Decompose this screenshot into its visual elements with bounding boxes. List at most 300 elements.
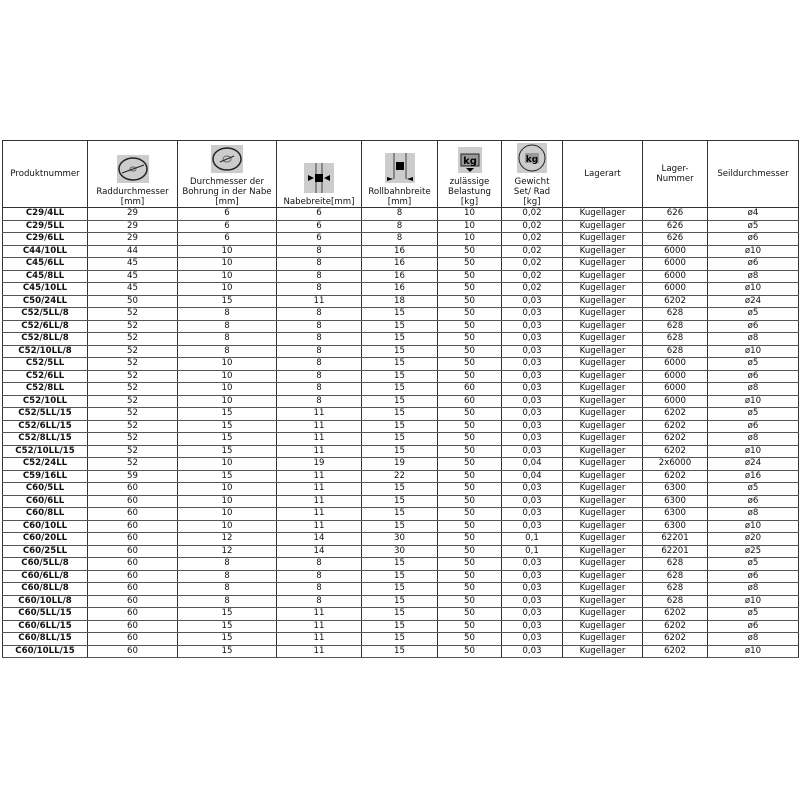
cell-produktnummer: C60/25LL [3, 545, 88, 558]
cell-lagernummer: 6000 [643, 383, 708, 396]
cell-lagernummer: 6202 [643, 470, 708, 483]
cell-gewicht: 0,03 [502, 570, 563, 583]
cell-lagerart: Kugellager [563, 583, 643, 596]
cell-lagernummer: 628 [643, 320, 708, 333]
cell-rollbahnbreite: 15 [362, 345, 438, 358]
cell-bohrung: 15 [178, 633, 277, 646]
cell-lagernummer: 6000 [643, 395, 708, 408]
cell-nabebreite: 8 [277, 333, 362, 346]
cell-rollbahnbreite: 15 [362, 633, 438, 646]
cell-bohrung: 10 [178, 383, 277, 396]
table-row [3, 270, 799, 283]
cell-seildurchmesser: ø10 [708, 645, 799, 658]
header-label: Rollbahnbreite [368, 187, 431, 197]
cell-bohrung: 8 [178, 320, 277, 333]
cell-lagerart: Kugellager [563, 395, 643, 408]
cell-lagerart: Kugellager [563, 283, 643, 296]
cell-gewicht: 0,03 [502, 633, 563, 646]
table-row [3, 533, 799, 546]
cell-raddurchmesser: 52 [88, 320, 178, 333]
cell-gewicht: 0,02 [502, 258, 563, 271]
kg-label: kg [525, 155, 539, 165]
table-row [3, 470, 799, 483]
cell-bohrung: 15 [178, 433, 277, 446]
table-row [3, 495, 799, 508]
cell-bohrung: 6 [178, 208, 277, 221]
cell-rollbahnbreite: 15 [362, 420, 438, 433]
cell-raddurchmesser: 44 [88, 245, 178, 258]
table-row [3, 608, 799, 621]
table-row [3, 333, 799, 346]
header-label: Gewicht [514, 177, 550, 187]
cell-seildurchmesser: ø5 [708, 358, 799, 371]
cell-lagernummer: 62201 [643, 545, 708, 558]
cell-nabebreite: 11 [277, 408, 362, 421]
cell-seildurchmesser: ø6 [708, 258, 799, 271]
cell-produktnummer: C60/8LL [3, 508, 88, 521]
cell-belastung: 10 [438, 220, 502, 233]
cell-lagernummer: 6202 [643, 295, 708, 308]
cell-seildurchmesser: ø6 [708, 320, 799, 333]
cell-seildurchmesser: ø5 [708, 558, 799, 571]
cell-seildurchmesser: ø8 [708, 270, 799, 283]
cell-belastung: 50 [438, 558, 502, 571]
cell-rollbahnbreite: 8 [362, 208, 438, 221]
cell-bohrung: 10 [178, 508, 277, 521]
cell-nabebreite: 14 [277, 545, 362, 558]
cell-seildurchmesser: ø16 [708, 470, 799, 483]
cell-belastung: 50 [438, 295, 502, 308]
cell-rollbahnbreite: 15 [362, 608, 438, 621]
cell-rollbahnbreite: 15 [362, 408, 438, 421]
cell-gewicht: 0,03 [502, 495, 563, 508]
cell-seildurchmesser: ø8 [708, 633, 799, 646]
cell-raddurchmesser: 60 [88, 558, 178, 571]
cell-belastung: 50 [438, 345, 502, 358]
cell-lagerart: Kugellager [563, 620, 643, 633]
cell-raddurchmesser: 60 [88, 570, 178, 583]
cell-belastung: 50 [438, 533, 502, 546]
cell-nabebreite: 11 [277, 445, 362, 458]
table-row [3, 595, 799, 608]
cell-bohrung: 10 [178, 520, 277, 533]
cell-bohrung: 15 [178, 645, 277, 658]
cell-bohrung: 15 [178, 620, 277, 633]
product-table [2, 140, 799, 658]
cell-raddurchmesser: 52 [88, 370, 178, 383]
cell-bohrung: 15 [178, 470, 277, 483]
cell-lagernummer: 6000 [643, 370, 708, 383]
header-label: Lager- [661, 164, 689, 174]
cell-raddurchmesser: 52 [88, 345, 178, 358]
bore-diameter-icon [211, 145, 243, 173]
cell-gewicht: 0,03 [502, 445, 563, 458]
cell-lagerart: Kugellager [563, 570, 643, 583]
table-row [3, 570, 799, 583]
cell-rollbahnbreite: 15 [362, 520, 438, 533]
cell-seildurchmesser: ø8 [708, 433, 799, 446]
cell-produktnummer: C52/5LL/8 [3, 308, 88, 321]
cell-lagernummer: 6202 [643, 645, 708, 658]
cell-rollbahnbreite: 16 [362, 283, 438, 296]
cell-gewicht: 0,03 [502, 308, 563, 321]
table-row [3, 233, 799, 246]
cell-nabebreite: 11 [277, 645, 362, 658]
cell-lagerart: Kugellager [563, 233, 643, 246]
table-row [3, 483, 799, 496]
cell-gewicht: 0,02 [502, 220, 563, 233]
cell-nabebreite: 8 [277, 383, 362, 396]
cell-belastung: 50 [438, 308, 502, 321]
table-row [3, 358, 799, 371]
cell-lagerart: Kugellager [563, 433, 643, 446]
cell-bohrung: 12 [178, 533, 277, 546]
cell-gewicht: 0,03 [502, 508, 563, 521]
header-unit: [kg] [460, 197, 479, 207]
cell-belastung: 50 [438, 420, 502, 433]
cell-nabebreite: 11 [277, 495, 362, 508]
cell-produktnummer: C52/6LL [3, 370, 88, 383]
cell-rollbahnbreite: 15 [362, 558, 438, 571]
cell-lagernummer: 6000 [643, 283, 708, 296]
cell-gewicht: 0,02 [502, 233, 563, 246]
cell-belastung: 50 [438, 595, 502, 608]
header-label: Nabebreite[mm] [283, 197, 355, 207]
table-row [3, 558, 799, 571]
header-seildurchmesser [708, 141, 799, 208]
cell-rollbahnbreite: 16 [362, 245, 438, 258]
cell-bohrung: 8 [178, 333, 277, 346]
cell-produktnummer: C60/20LL [3, 533, 88, 546]
cell-raddurchmesser: 29 [88, 208, 178, 221]
table-row [3, 283, 799, 296]
cell-produktnummer: C52/24LL [3, 458, 88, 471]
cell-nabebreite: 8 [277, 283, 362, 296]
header-unit: [mm] [387, 197, 412, 207]
cell-produktnummer: C52/8LL/8 [3, 333, 88, 346]
table-row [3, 545, 799, 558]
cell-gewicht: 0,03 [502, 620, 563, 633]
cell-lagernummer: 6300 [643, 483, 708, 496]
header-lagernummer [643, 141, 708, 208]
cell-produktnummer: C60/5LL/8 [3, 558, 88, 571]
cell-raddurchmesser: 52 [88, 395, 178, 408]
cell-produktnummer: C52/6LL/8 [3, 320, 88, 333]
table-row [3, 420, 799, 433]
cell-raddurchmesser: 60 [88, 508, 178, 521]
cell-seildurchmesser: ø10 [708, 445, 799, 458]
cell-gewicht: 0,03 [502, 483, 563, 496]
cell-bohrung: 10 [178, 358, 277, 371]
cell-produktnummer: C52/6LL/15 [3, 420, 88, 433]
cell-rollbahnbreite: 15 [362, 495, 438, 508]
header-unit: [kg] [523, 197, 541, 207]
cell-lagernummer: 6202 [643, 420, 708, 433]
cell-bohrung: 8 [178, 570, 277, 583]
cell-nabebreite: 8 [277, 258, 362, 271]
cell-belastung: 50 [438, 633, 502, 646]
cell-nabebreite: 8 [277, 370, 362, 383]
cell-rollbahnbreite: 16 [362, 258, 438, 271]
header-label: Lagerart [584, 169, 621, 179]
cell-lagerart: Kugellager [563, 533, 643, 546]
cell-seildurchmesser: ø25 [708, 545, 799, 558]
cell-nabebreite: 8 [277, 308, 362, 321]
cell-produktnummer: C60/5LL [3, 483, 88, 496]
cell-gewicht: 0,03 [502, 320, 563, 333]
cell-gewicht: 0,03 [502, 395, 563, 408]
cell-gewicht: 0,03 [502, 583, 563, 596]
cell-rollbahnbreite: 18 [362, 295, 438, 308]
cell-nabebreite: 19 [277, 458, 362, 471]
cell-gewicht: 0,03 [502, 358, 563, 371]
cell-bohrung: 10 [178, 283, 277, 296]
cell-belastung: 50 [438, 545, 502, 558]
cell-bohrung: 6 [178, 220, 277, 233]
cell-lagerart: Kugellager [563, 295, 643, 308]
cell-lagernummer: 6202 [643, 620, 708, 633]
cell-rollbahnbreite: 8 [362, 233, 438, 246]
kg-label: kg [462, 156, 477, 167]
cell-bohrung: 6 [178, 233, 277, 246]
cell-belastung: 50 [438, 333, 502, 346]
cell-gewicht: 0,03 [502, 520, 563, 533]
header-belastung [438, 141, 502, 208]
cell-produktnummer: C52/10LL/15 [3, 445, 88, 458]
cell-raddurchmesser: 52 [88, 383, 178, 396]
cell-lagernummer: 628 [643, 308, 708, 321]
cell-seildurchmesser: ø4 [708, 208, 799, 221]
cell-nabebreite: 8 [277, 270, 362, 283]
cell-produktnummer: C60/10LL/15 [3, 645, 88, 658]
cell-lagernummer: 628 [643, 570, 708, 583]
cell-lagernummer: 6300 [643, 520, 708, 533]
cell-lagernummer: 626 [643, 220, 708, 233]
cell-lagerart: Kugellager [563, 595, 643, 608]
cell-produktnummer: C60/8LL/8 [3, 583, 88, 596]
cell-nabebreite: 6 [277, 220, 362, 233]
cell-belastung: 50 [438, 370, 502, 383]
cell-raddurchmesser: 52 [88, 333, 178, 346]
cell-rollbahnbreite: 8 [362, 220, 438, 233]
header-gewicht [502, 141, 563, 208]
cell-gewicht: 0,03 [502, 420, 563, 433]
cell-bohrung: 10 [178, 270, 277, 283]
cell-lagerart: Kugellager [563, 645, 643, 658]
cell-raddurchmesser: 60 [88, 483, 178, 496]
table-row [3, 383, 799, 396]
cell-lagernummer: 628 [643, 345, 708, 358]
cell-rollbahnbreite: 15 [362, 508, 438, 521]
cell-produktnummer: C59/16LL [3, 470, 88, 483]
cell-lagerart: Kugellager [563, 458, 643, 471]
cell-rollbahnbreite: 15 [362, 595, 438, 608]
cell-rollbahnbreite: 15 [362, 433, 438, 446]
cell-lagerart: Kugellager [563, 470, 643, 483]
cell-gewicht: 0,03 [502, 595, 563, 608]
cell-bohrung: 10 [178, 370, 277, 383]
cell-seildurchmesser: ø6 [708, 495, 799, 508]
header-label: zulässige [449, 177, 490, 187]
cell-raddurchmesser: 29 [88, 233, 178, 246]
cell-gewicht: 0,03 [502, 608, 563, 621]
cell-raddurchmesser: 52 [88, 445, 178, 458]
header-row [3, 141, 799, 208]
cell-lagernummer: 6000 [643, 270, 708, 283]
cell-bohrung: 15 [178, 608, 277, 621]
table-row [3, 433, 799, 446]
header-unit: [mm] [215, 197, 239, 207]
header-produktnummer [3, 141, 88, 208]
cell-rollbahnbreite: 30 [362, 533, 438, 546]
cell-rollbahnbreite: 15 [362, 383, 438, 396]
cell-lagerart: Kugellager [563, 370, 643, 383]
cell-nabebreite: 11 [277, 295, 362, 308]
header-label: Set/ Rad [513, 187, 551, 197]
header-nabebreite [277, 141, 362, 208]
cell-lagernummer: 628 [643, 558, 708, 571]
cell-belastung: 50 [438, 620, 502, 633]
cell-belastung: 50 [438, 470, 502, 483]
cell-lagerart: Kugellager [563, 508, 643, 521]
cell-lagerart: Kugellager [563, 483, 643, 496]
cell-lagerart: Kugellager [563, 333, 643, 346]
cell-nabebreite: 8 [277, 583, 362, 596]
cell-seildurchmesser: ø20 [708, 533, 799, 546]
cell-raddurchmesser: 60 [88, 620, 178, 633]
cell-belastung: 50 [438, 583, 502, 596]
cell-belastung: 50 [438, 458, 502, 471]
cell-raddurchmesser: 52 [88, 358, 178, 371]
header-unit: [mm] [120, 197, 145, 207]
cell-lagerart: Kugellager [563, 220, 643, 233]
cell-rollbahnbreite: 15 [362, 445, 438, 458]
cell-belastung: 60 [438, 383, 502, 396]
cell-raddurchmesser: 60 [88, 645, 178, 658]
cell-produktnummer: C52/10LL/8 [3, 345, 88, 358]
cell-produktnummer: C52/8LL [3, 383, 88, 396]
cell-lagerart: Kugellager [563, 320, 643, 333]
cell-raddurchmesser: 60 [88, 495, 178, 508]
cell-gewicht: 0,03 [502, 370, 563, 383]
table-body [3, 208, 799, 658]
cell-seildurchmesser: ø5 [708, 408, 799, 421]
cell-belastung: 50 [438, 433, 502, 446]
cell-lagerart: Kugellager [563, 633, 643, 646]
cell-raddurchmesser: 52 [88, 308, 178, 321]
table-row [3, 633, 799, 646]
cell-belastung: 50 [438, 270, 502, 283]
cell-belastung: 60 [438, 395, 502, 408]
cell-raddurchmesser: 60 [88, 583, 178, 596]
cell-rollbahnbreite: 22 [362, 470, 438, 483]
cell-produktnummer: C60/5LL/15 [3, 608, 88, 621]
cell-raddurchmesser: 45 [88, 283, 178, 296]
cell-lagernummer: 6202 [643, 608, 708, 621]
cell-lagernummer: 6202 [643, 633, 708, 646]
cell-raddurchmesser: 52 [88, 458, 178, 471]
cell-seildurchmesser: ø6 [708, 620, 799, 633]
cell-lagerart: Kugellager [563, 358, 643, 371]
cell-lagerart: Kugellager [563, 258, 643, 271]
header-label: Seildurchmesser [717, 169, 789, 179]
cell-seildurchmesser: ø5 [708, 608, 799, 621]
table-row [3, 208, 799, 221]
cell-seildurchmesser: ø8 [708, 333, 799, 346]
cell-rollbahnbreite: 15 [362, 483, 438, 496]
cell-belastung: 50 [438, 508, 502, 521]
cell-gewicht: 0,03 [502, 558, 563, 571]
cell-rollbahnbreite: 15 [362, 395, 438, 408]
hub-width-icon [304, 163, 334, 193]
cell-raddurchmesser: 60 [88, 545, 178, 558]
cell-gewicht: 0,02 [502, 208, 563, 221]
header-bohrung [178, 141, 277, 208]
cell-gewicht: 0,03 [502, 333, 563, 346]
cell-belastung: 50 [438, 320, 502, 333]
cell-produktnummer: C52/8LL/15 [3, 433, 88, 446]
cell-bohrung: 10 [178, 395, 277, 408]
cell-produktnummer: C45/6LL [3, 258, 88, 271]
cell-gewicht: 0,02 [502, 283, 563, 296]
cell-seildurchmesser: ø8 [708, 508, 799, 521]
cell-lagerart: Kugellager [563, 408, 643, 421]
cell-nabebreite: 8 [277, 345, 362, 358]
cell-gewicht: 0,03 [502, 345, 563, 358]
cell-rollbahnbreite: 16 [362, 270, 438, 283]
cell-raddurchmesser: 52 [88, 433, 178, 446]
cell-produktnummer: C44/10LL [3, 245, 88, 258]
cell-seildurchmesser: ø6 [708, 570, 799, 583]
cell-lagerart: Kugellager [563, 308, 643, 321]
cell-rollbahnbreite: 19 [362, 458, 438, 471]
cell-nabebreite: 11 [277, 483, 362, 496]
header-label: Raddurchmesser [96, 187, 169, 197]
cell-nabebreite: 8 [277, 395, 362, 408]
cell-seildurchmesser: ø24 [708, 458, 799, 471]
cell-rollbahnbreite: 15 [362, 583, 438, 596]
cell-belastung: 50 [438, 645, 502, 658]
table-row [3, 370, 799, 383]
cell-produktnummer: C45/8LL [3, 270, 88, 283]
cell-gewicht: 0,04 [502, 470, 563, 483]
cell-produktnummer: C29/4LL [3, 208, 88, 221]
cell-seildurchmesser: ø6 [708, 233, 799, 246]
cell-gewicht: 0,04 [502, 458, 563, 471]
cell-bohrung: 15 [178, 295, 277, 308]
cell-seildurchmesser: ø6 [708, 420, 799, 433]
cell-seildurchmesser: ø10 [708, 283, 799, 296]
header-label: Nummer [656, 174, 694, 184]
table-row [3, 620, 799, 633]
cell-bohrung: 15 [178, 408, 277, 421]
cell-gewicht: 0,02 [502, 245, 563, 258]
cell-nabebreite: 14 [277, 533, 362, 546]
table-row [3, 445, 799, 458]
table-row [3, 220, 799, 233]
cell-rollbahnbreite: 15 [362, 645, 438, 658]
cell-seildurchmesser: ø8 [708, 583, 799, 596]
cell-lagernummer: 626 [643, 233, 708, 246]
cell-gewicht: 0,03 [502, 433, 563, 446]
cell-bohrung: 10 [178, 245, 277, 258]
cell-raddurchmesser: 60 [88, 533, 178, 546]
table-row [3, 245, 799, 258]
cell-lagerart: Kugellager [563, 608, 643, 621]
cell-bohrung: 8 [178, 595, 277, 608]
cell-belastung: 50 [438, 408, 502, 421]
cell-lagernummer: 628 [643, 595, 708, 608]
